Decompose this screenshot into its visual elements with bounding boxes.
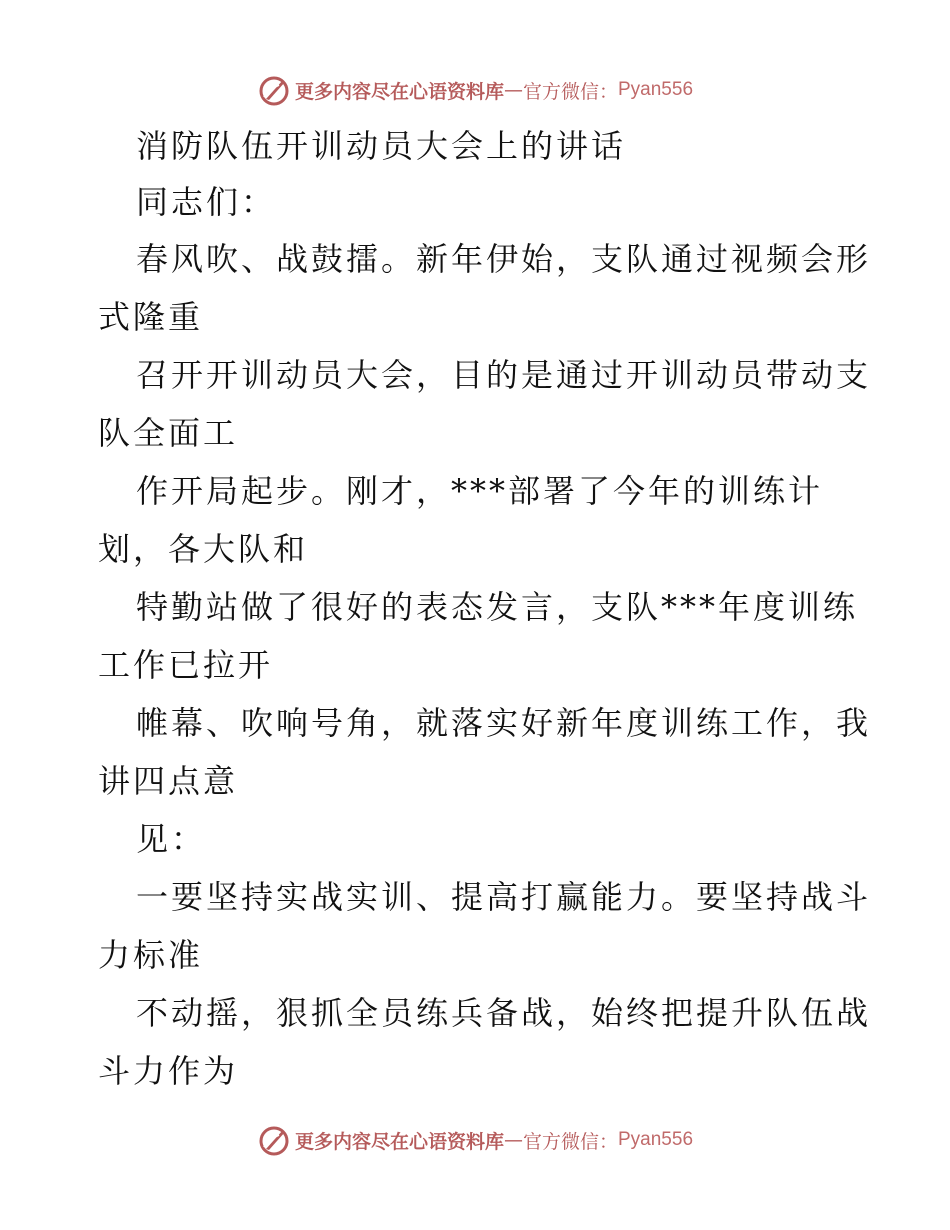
text-line: 讲四点意 <box>98 762 239 800</box>
text-line: 力标准 <box>98 936 204 974</box>
document-title: 消防队伍开训动员大会上的讲话 <box>136 127 627 165</box>
banner-separator: — <box>503 1129 523 1151</box>
footer-banner <box>0 1120 950 1160</box>
banner-separator: — <box>503 79 523 101</box>
text-line: 工作已拉开 <box>98 646 274 684</box>
text-line: 见： <box>136 820 207 858</box>
text-line: 作开局起步。刚才，***部署了今年的训练计 <box>136 472 824 510</box>
text-line: 召开开训动员大会，目的是通过开训动员带动支 <box>136 356 872 394</box>
text-line: 划，各大队和 <box>98 530 309 568</box>
text-line: 斗力作为 <box>98 1052 239 1090</box>
text-line: 不动摇，狠抓全员练兵备战，始终把提升队伍战 <box>136 994 872 1032</box>
text-line: 一要坚持实战实训、提高打赢能力。要坚持战斗 <box>136 878 872 916</box>
text-line: 特勤站做了很好的表态发言，支队***年度训练 <box>136 588 859 626</box>
banner-text: 更多内容尽在心语资料库 <box>294 1130 504 1153</box>
header-banner <box>0 70 950 110</box>
text-line: 式隆重 <box>98 298 204 336</box>
text-line: 帷幕、吹响号角，就落实好新年度训练工作，我 <box>136 704 872 742</box>
banner-text: 更多内容尽在心语资料库 <box>294 80 504 103</box>
quill-seal-icon <box>257 1123 291 1157</box>
banner-label: 官方微信： <box>522 1130 618 1153</box>
banner-wechat-id: Pyan556 <box>618 1129 694 1150</box>
text-line: 春风吹、战鼓擂。新年伊始，支队通过视频会形 <box>136 240 872 278</box>
banner-wechat-id: Pyan556 <box>618 79 694 100</box>
banner-label: 官方微信： <box>522 80 618 103</box>
document-body <box>98 118 872 1100</box>
quill-seal-icon <box>257 73 291 107</box>
text-line: 队全面工 <box>98 414 239 452</box>
salutation: 同志们： <box>136 183 277 221</box>
